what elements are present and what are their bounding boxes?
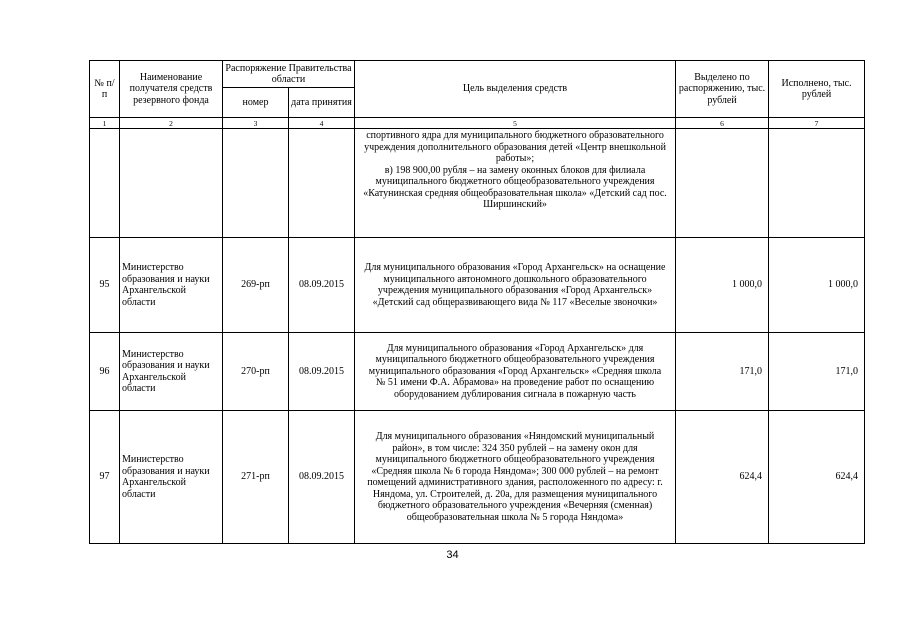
purpose-cell: Для муниципального образования «Город Архангельск» на оснащение муниципального автономного дошкольного образовательного учреждения муниципального образования «Город Архангельск» «Детский сад общеразвивающего вида № 117 «Веселые звоночки»: [355, 238, 676, 333]
order-date-cell: 08.09.2015: [289, 238, 355, 333]
header-order-group: Распоряжение Правительства области: [223, 61, 355, 88]
header-executed: Исполнено, тыс. рублей: [769, 61, 865, 118]
num-cell: 97: [90, 411, 120, 544]
executed-cell: 171,0: [769, 333, 865, 411]
column-index: 3: [223, 118, 289, 129]
header-num: № п/п: [90, 61, 120, 118]
header-purpose: Цель выделения средств: [355, 61, 676, 118]
order-date-cell: 08.09.2015: [289, 333, 355, 411]
purpose-cell: Для муниципального образования «Няндомский муниципальный район», в том числе: 324 350 рублей – на замену окон для муниципального бюджетного общеобразовательного учреждения «Средняя школа № 6 города Няндома»; 300 000 рублей – на ремонт помещений административного здания, расположенного по адресу: г. Няндома, ул. Строителей, д. 20а, для размещения муниципального бюджетного образовательного учреждения «Вечерняя (сменная) общеобразовательная школа № 5 города Няндома»: [355, 411, 676, 544]
table-row: [90, 238, 865, 333]
table-row: [90, 333, 865, 411]
purpose-cell: Для муниципального образования «Город Архангельск» для муниципального бюджетного общеобразовательного учреждения муниципального образования «Город Архангельск» «Средняя школа № 51 имени Ф.А. Абрамова» на проведение работ по оснащению оборудованием дублирования сигнала в пожарную часть: [355, 333, 676, 411]
allocated-cell: 1 000,0: [676, 238, 769, 333]
column-index: 2: [120, 118, 223, 129]
recipient-cell: Министерство образования и науки Архангельской области: [120, 411, 223, 544]
column-index: 5: [355, 118, 676, 129]
header-row-1: [90, 61, 865, 88]
purpose-cell: спортивного ядра для муниципального бюджетного образовательного учреждения дополнительного образования детей «Центр внешкольной работы»; в) 198 900,00 рубля – на замену оконных блоков для филиала муниципального бюджетного общеобразовательного учреждения «Катунинская средняя общеобразовательная школа» «Детский сад пос. Ширшинский»: [355, 129, 676, 238]
header-order-number: номер: [223, 88, 289, 118]
header-order-date: дата принятия: [289, 88, 355, 118]
table-row-continuation: [90, 129, 865, 238]
column-index: 4: [289, 118, 355, 129]
allocated-cell: 171,0: [676, 333, 769, 411]
order-date-cell: 08.09.2015: [289, 411, 355, 544]
header-allocated: Выделено по распоряжению, тыс. рублей: [676, 61, 769, 118]
table-row: [90, 411, 865, 544]
recipient-cell: [120, 129, 223, 238]
reserve-fund-table: [89, 60, 865, 544]
order-number-cell: [223, 129, 289, 238]
num-cell: 95: [90, 238, 120, 333]
order-number-cell: 270-рп: [223, 333, 289, 411]
page-number: 34: [446, 549, 459, 561]
recipient-cell: Министерство образования и науки Архангельской области: [120, 238, 223, 333]
recipient-cell: Министерство образования и науки Архангельской области: [120, 333, 223, 411]
order-number-cell: 269-рп: [223, 238, 289, 333]
order-date-cell: [289, 129, 355, 238]
num-cell: [90, 129, 120, 238]
allocated-cell: 624,4: [676, 411, 769, 544]
allocated-cell: [676, 129, 769, 238]
column-index: 6: [676, 118, 769, 129]
executed-cell: [769, 129, 865, 238]
column-index: 1: [90, 118, 120, 129]
order-number-cell: 271-рп: [223, 411, 289, 544]
column-index: 7: [769, 118, 865, 129]
num-cell: 96: [90, 333, 120, 411]
column-index-row: [90, 118, 865, 129]
executed-cell: 1 000,0: [769, 238, 865, 333]
header-recipient: Наименование получателя средств резервного фонда: [120, 61, 223, 118]
executed-cell: 624,4: [769, 411, 865, 544]
